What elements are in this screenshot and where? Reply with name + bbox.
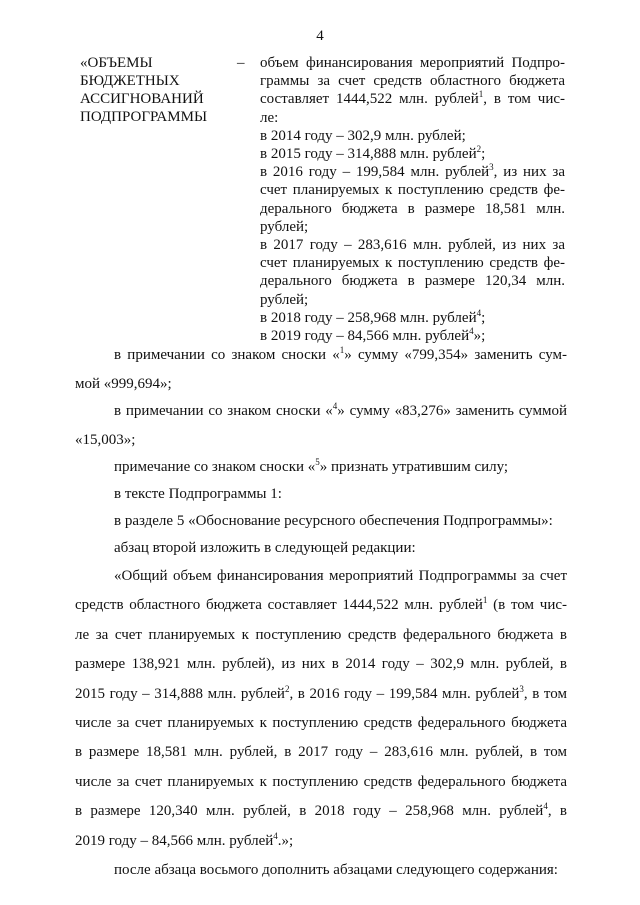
footnote-mark: 2 bbox=[476, 144, 482, 155]
funding-description bbox=[260, 54, 565, 345]
text-line: мой «999,694»; bbox=[75, 376, 172, 393]
text-line: числе за счет планируемых к поступлению средств федерального бюджета bbox=[75, 715, 567, 732]
text-line: объем финансирования мероприятий Подпро- bbox=[260, 55, 565, 71]
footnote-mark: 1 bbox=[478, 89, 484, 100]
text-line: средств областного бюджета составляет 1444,522 млн. рублей$^1$ (в том чис- bbox=[75, 595, 567, 614]
footnote-mark: 1 bbox=[482, 595, 488, 606]
footnote-mark: 4 bbox=[476, 307, 482, 318]
text-line: в примечании со знаком сноски «$^4$» сумму «83,276» заменить суммой bbox=[114, 401, 567, 419]
text-line: рублей; bbox=[260, 218, 309, 235]
footnote-mark: 5 bbox=[315, 457, 320, 467]
text-line: в размере 18,581 млн. рублей, в 2017 году – 283,616 млн. рублей, в том bbox=[75, 744, 567, 761]
amendment-7-quote bbox=[75, 562, 567, 856]
text-line: дерального бюджета в размере 18,581 млн. bbox=[260, 200, 565, 217]
text-line: 2019 году – 84,566 млн. рублей$^4$.»; bbox=[75, 830, 294, 849]
amendment-3 bbox=[75, 453, 567, 482]
text-line: составляет 1444,522 млн. рублей$^1$, в том чис- bbox=[260, 89, 566, 108]
amendment-5 bbox=[75, 507, 567, 536]
text-line: 2015 году – 314,888 млн. рублей$^2$, в 2016 году – 199,584 млн. рублей$^3$, в том bbox=[75, 683, 567, 702]
text-line: в размере 120,340 млн. рублей, в 2018 году – 258,968 млн. рублей$^4$, в bbox=[75, 801, 567, 820]
section-heading bbox=[80, 54, 230, 126]
text-line: «15,003»; bbox=[75, 432, 136, 449]
heading-line: «ОБЪЕМЫ bbox=[80, 55, 153, 71]
footnote-mark: 3 bbox=[519, 683, 524, 694]
heading-line: БЮДЖЕТНЫХ bbox=[80, 73, 180, 89]
text-line: дерального бюджета в размере 120,34 млн. bbox=[260, 273, 565, 290]
text-line: рублей; bbox=[260, 291, 309, 308]
text-line: счет планируемых к поступлению средств фе- bbox=[260, 182, 565, 199]
amendment-8 bbox=[75, 856, 567, 885]
text-line: ле: bbox=[260, 109, 279, 126]
text-line: после абзаца восьмого дополнить абзацами следующего содержания: bbox=[114, 862, 558, 878]
text-line: граммы за счет средств областного бюджета bbox=[260, 73, 565, 90]
text-line: в 2018 году – 258,968 млн. рублей$^4$; bbox=[260, 307, 486, 326]
text-line: числе за счет планируемых к поступлению средств федерального бюджета bbox=[75, 773, 567, 790]
footnote-mark: 2 bbox=[284, 683, 290, 694]
text-line: «Общий объем финансирования мероприятий Подпрограммы за счет bbox=[114, 568, 567, 584]
heading-line: АССИГНОВАНИЙ bbox=[80, 91, 204, 107]
footnote-mark: 4 bbox=[469, 326, 474, 337]
heading-line: ПОДПРОГРАММЫ bbox=[80, 109, 208, 125]
footnote-mark: 4 bbox=[273, 830, 278, 841]
text-line: счет планируемых к поступлению средств фе- bbox=[260, 255, 565, 272]
text-line: абзац второй изложить в следующей редакции: bbox=[114, 540, 416, 556]
text-line: в 2016 году – 199,584 млн. рублей$^3$, из них за bbox=[260, 162, 565, 181]
text-line: в примечании со знаком сноски «$^1$» сумму «799,354» заменить сум- bbox=[114, 345, 567, 363]
footnote-mark: 4 bbox=[543, 801, 548, 812]
text-line: в тексте Подпрограммы 1: bbox=[114, 486, 282, 502]
heading-dash: – bbox=[237, 55, 245, 71]
text-line: в 2017 году – 283,616 млн. рублей, из них за bbox=[260, 237, 565, 254]
text-line: размере 138,921 млн. рублей), из них в 2014 году – 302,9 млн. рублей, в bbox=[75, 656, 567, 673]
amendment-1 bbox=[75, 341, 567, 400]
text-line: в 2014 году – 302,9 млн. рублей; bbox=[260, 127, 466, 144]
text-line: в разделе 5 «Обоснование ресурсного обеспечения Подпрограммы»: bbox=[114, 513, 553, 529]
footnote-mark: 4 bbox=[332, 401, 338, 411]
amendment-4 bbox=[75, 480, 567, 509]
text-line: в 2019 году – 84,566 млн. рублей$^4$»; bbox=[260, 326, 486, 345]
amendment-2 bbox=[75, 397, 567, 456]
amendment-6 bbox=[75, 534, 567, 563]
footnote-mark: 1 bbox=[339, 345, 345, 355]
text-line: ле за счет планируемых к поступлению средств федерального бюджета в bbox=[75, 626, 567, 643]
page-number: 4 bbox=[316, 28, 324, 44]
text-line: примечание со знаком сноски «$^5$» признать утратившим силу; bbox=[114, 457, 509, 475]
footnote-mark: 3 bbox=[489, 162, 494, 173]
text-line: в 2015 году – 314,888 млн. рублей$^2$; bbox=[260, 144, 486, 163]
